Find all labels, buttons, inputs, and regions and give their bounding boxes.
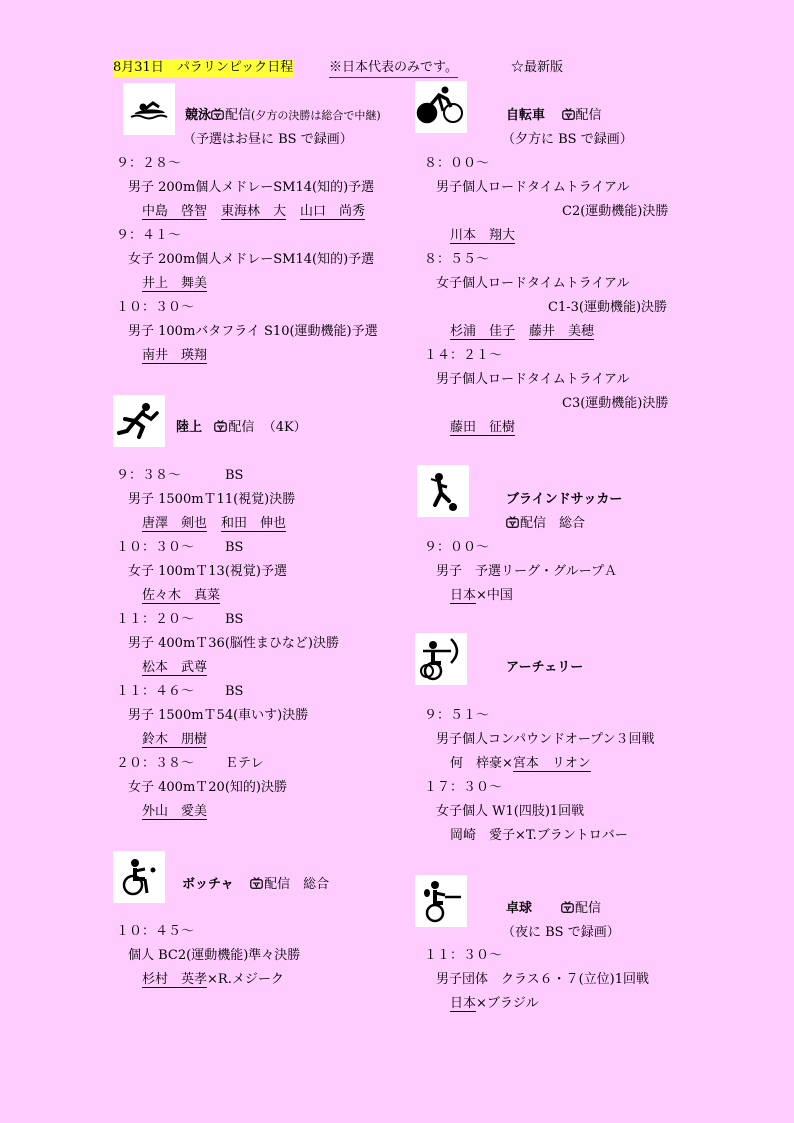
swim-event-3: 男子 100mバタフライ S10(運動機能)予選	[128, 324, 378, 339]
boccia-icon	[113, 851, 165, 903]
athlete: 藤田 征樹	[450, 420, 516, 435]
ath-athletes-1	[142, 515, 300, 533]
cyc-athletes-2	[450, 323, 608, 341]
swimming-header	[185, 107, 381, 125]
boccia-time-1: １０：４５～	[116, 924, 195, 939]
cyc-class-2: C1-3(運動機能)決勝	[548, 300, 668, 315]
ath-time-1: ９：３８～	[116, 468, 182, 483]
tv-icon	[250, 877, 263, 889]
cyc-class-3: C3(運動機能)決勝	[562, 396, 669, 411]
fb-match-1	[450, 587, 513, 605]
boccia-header	[182, 876, 329, 894]
ath-event-4: 男子 1500mＴ54(車いす)決勝	[128, 708, 309, 723]
athlete: 松本 武尊	[142, 660, 208, 675]
swimming-sub: （予選はお昼に BS で録画）	[183, 132, 353, 147]
ath-channel-1: BS	[225, 468, 244, 483]
cyc-time-3: １４：２１～	[424, 348, 503, 363]
tt-title: 卓球	[506, 901, 533, 916]
cyc-event-3: 男子個人ロードタイムトライアル	[436, 372, 630, 387]
cyc-class-1: C2(運動機能)決勝	[562, 204, 669, 219]
archery-icon	[415, 633, 467, 685]
cycling-title: 自転車	[506, 108, 546, 123]
ath-time-3: １１：２０～	[116, 612, 195, 627]
cycling-sub: （夕方に BS で録画）	[502, 132, 633, 147]
ath-athletes-4	[142, 731, 221, 749]
cyc-athletes-1	[450, 227, 529, 245]
arch-match-2: 岡崎 愛子×T.ブラントロバー	[450, 828, 628, 843]
athletics-header	[176, 419, 307, 437]
athlete: 外山 愛美	[142, 804, 208, 819]
swim-time-3: １０：３０～	[116, 300, 195, 315]
opponent: ×中国	[476, 588, 513, 603]
opponent: 何 梓豪×	[450, 756, 513, 771]
blind-football-icon	[417, 465, 469, 517]
arch-event-2: 女子個人 W1(四肢)1回戦	[436, 804, 585, 819]
tt-broadcast: 配信	[574, 901, 601, 916]
swimming-title: 競泳	[185, 108, 212, 123]
football-title: ブラインドサッカー	[506, 492, 623, 507]
ath-athletes-2	[142, 587, 234, 605]
fb-event-1: 男子 予選リーグ・グループＡ	[436, 564, 617, 579]
cycling-icon	[415, 81, 467, 133]
ath-channel-4: BS	[225, 684, 244, 699]
swimming-broadcast: 配信	[225, 108, 252, 123]
athletics-title: 陸上	[176, 420, 203, 435]
athlete: 南井 瑛翔	[142, 348, 208, 363]
archery-title: アーチェリー	[506, 660, 584, 675]
cyc-time-1: ８：００～	[424, 156, 490, 171]
athlete: 川本 翔大	[450, 228, 516, 243]
opponent: ×R.メジーク	[207, 972, 284, 987]
athlete: 東海林 大	[221, 204, 287, 219]
cyc-athletes-3	[450, 419, 529, 437]
ath-athletes-5	[142, 803, 221, 821]
ath-time-4: １１：４６～	[116, 684, 195, 699]
ath-event-5: 女子 400mＴ20(知的)決勝	[128, 780, 287, 795]
tt-event-1: 男子団体 クラス６・７(立位)1回戦	[436, 972, 650, 987]
ath-event-2: 女子 100mＴ13(視覚)予選	[128, 564, 287, 579]
athlete: 鈴木 朋樹	[142, 732, 208, 747]
ath-event-1: 男子 1500mＴ11(視覚)決勝	[128, 492, 296, 507]
tv-icon	[562, 108, 575, 120]
athlete: 宮本 リオン	[512, 756, 591, 771]
cyc-time-2: ８：５５～	[424, 252, 490, 267]
athlete: 藤井 美穂	[529, 324, 595, 339]
arch-match-1	[450, 755, 591, 773]
football-broadcast-line	[506, 515, 585, 533]
ath-channel-3: BS	[225, 612, 244, 627]
arch-time-2: １７：３０～	[424, 780, 503, 795]
date-title: 8月31日 パラリンピック日程	[113, 60, 294, 75]
swim-athletes-1	[142, 203, 379, 221]
opponent: ×ブラジル	[476, 996, 539, 1011]
boccia-broadcast: 配信 総合	[264, 877, 330, 892]
swimming-broadcast-note: (夕方の決勝は総合で中継)	[251, 109, 381, 122]
ath-time-2: １０：３０～	[116, 540, 195, 555]
cycling-broadcast: 配信	[575, 108, 602, 123]
boccia-match-1	[142, 971, 284, 989]
athlete: 中島 啓智	[142, 204, 208, 219]
swim-time-2: ９：４１～	[116, 228, 182, 243]
athlete: 和田 伸也	[221, 516, 287, 531]
boccia-event-1: 個人 BC2(運動機能)準々決勝	[128, 948, 301, 963]
football-broadcast: 配信 総合	[520, 516, 586, 531]
team: 日本	[450, 996, 477, 1011]
athletics-broadcast: 配信	[228, 420, 255, 435]
tt-header	[506, 900, 601, 918]
fb-time-1: ９：００～	[424, 540, 490, 555]
athlete: 井上 舞美	[142, 276, 208, 291]
athletics-icon	[113, 395, 165, 447]
ath-time-5: ２０：３８～	[116, 756, 195, 771]
athlete: 山口 尚秀	[300, 204, 366, 219]
ath-athletes-3	[142, 659, 221, 677]
note: ※日本代表のみです。	[329, 59, 458, 78]
tv-icon	[561, 901, 574, 913]
swimming-icon	[123, 83, 175, 135]
version-label: ☆最新版	[511, 60, 564, 75]
cycling-header	[506, 107, 602, 125]
swim-event-1: 男子 200m個人メドレーSM14(知的)予選	[128, 180, 375, 195]
boccia-title: ボッチャ	[182, 877, 234, 892]
athlete: 唐澤 剣也	[142, 516, 208, 531]
arch-event-1: 男子個人コンパウンドオープン３回戦	[436, 732, 655, 747]
swim-athletes-3	[142, 347, 221, 365]
tt-time-1: １１：３０～	[424, 948, 503, 963]
ath-event-3: 男子 400mＴ36(脳性まひなど)決勝	[128, 636, 339, 651]
ath-channel-5: Ｅテレ	[225, 756, 264, 771]
athlete: 杉村 英孝	[142, 972, 208, 987]
arch-time-1: ９：５１～	[424, 708, 490, 723]
cyc-event-2: 女子個人ロードタイムトライアル	[436, 276, 630, 291]
tt-match-1	[450, 995, 539, 1013]
swim-event-2: 女子 200m個人メドレーSM14(知的)予選	[128, 252, 375, 267]
athlete: 佐々木 真菜	[142, 588, 221, 603]
tv-icon	[214, 420, 227, 432]
cyc-event-1: 男子個人ロードタイムトライアル	[436, 180, 630, 195]
tv-icon	[211, 108, 224, 120]
ath-channel-2: BS	[225, 540, 244, 555]
swim-time-1: ９：２８～	[116, 156, 182, 171]
athlete: 杉浦 佳子	[450, 324, 516, 339]
team: 日本	[450, 588, 477, 603]
athletics-quality: （4K）	[262, 420, 307, 435]
table-tennis-icon	[415, 875, 467, 927]
swim-athletes-2	[142, 275, 221, 293]
tt-sub: （夜に BS で録画）	[502, 925, 620, 940]
tv-icon	[506, 516, 519, 528]
